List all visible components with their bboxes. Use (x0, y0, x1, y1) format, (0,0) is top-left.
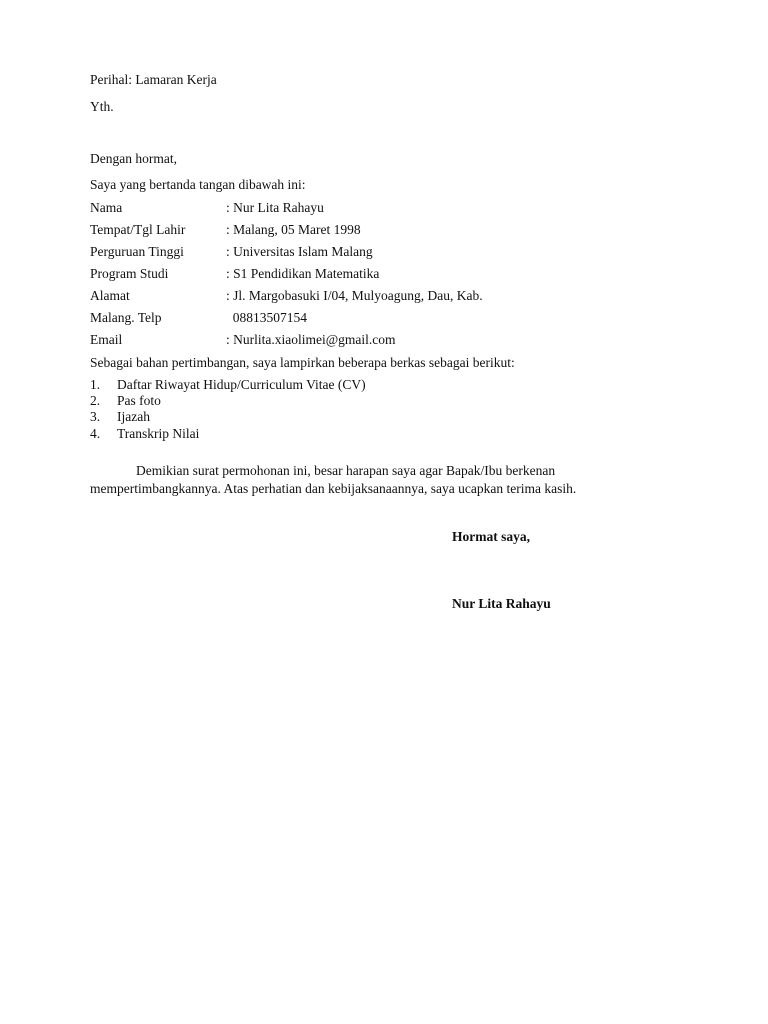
attachment-item-transcript: Transkrip Nilai (117, 426, 200, 441)
detail-label-university: Perguruan Tinggi (90, 244, 184, 259)
attachment-number: 1. (90, 377, 101, 392)
salutation: Dengan hormat, (90, 151, 177, 166)
subject-line: Perihal: Lamaran Kerja (90, 72, 217, 87)
detail-value-birth: : Malang, 05 Maret 1998 (226, 222, 361, 237)
detail-value-email: : Nurlita.xiaolimei@gmail.com (226, 332, 396, 347)
detail-label-address: Alamat (90, 288, 130, 303)
detail-value-address: : Jl. Margobasuki I/04, Mulyoagung, Dau, Kab. (226, 288, 483, 303)
attachment-number: 2. (90, 393, 101, 408)
attachments-intro: Sebagai bahan pertimbangan, saya lampirkan beberapa berkas sebagai berikut: (90, 355, 515, 370)
attachment-item-cv: Daftar Riwayat Hidup/Curriculum Vitae (CV) (117, 377, 366, 392)
detail-value-phone: 08813507154 (226, 310, 307, 325)
attachment-item-diploma: Ijazah (117, 409, 150, 424)
detail-value-university: : Universitas Islam Malang (226, 244, 373, 259)
attachment-item-photo: Pas foto (117, 393, 161, 408)
detail-value-name: : Nur Lita Rahayu (226, 200, 324, 215)
closing-paragraph-line2: mempertimbangkannya. Atas perhatian dan kebijaksanaannya, saya ucapkan terima kasih. (90, 481, 577, 496)
closing-salutation: Hormat saya, (452, 529, 530, 544)
detail-label-phone: Malang. Telp (90, 310, 162, 325)
detail-label-name: Nama (90, 200, 123, 215)
detail-label-birth: Tempat/Tgl Lahir (90, 222, 186, 237)
detail-label-email: Email (90, 332, 123, 347)
attachment-number: 4. (90, 426, 101, 441)
detail-label-program: Program Studi (90, 266, 169, 281)
closing-paragraph-line1: Demikian surat permohonan ini, besar harapan saya agar Bapak/Ibu berkenan (136, 463, 556, 478)
recipient-line: Yth. (90, 99, 114, 114)
signature-name: Nur Lita Rahayu (452, 596, 551, 611)
attachment-number: 3. (90, 409, 101, 424)
detail-value-program: : S1 Pendidikan Matematika (226, 266, 380, 281)
intro-line: Saya yang bertanda tangan dibawah ini: (90, 177, 306, 192)
